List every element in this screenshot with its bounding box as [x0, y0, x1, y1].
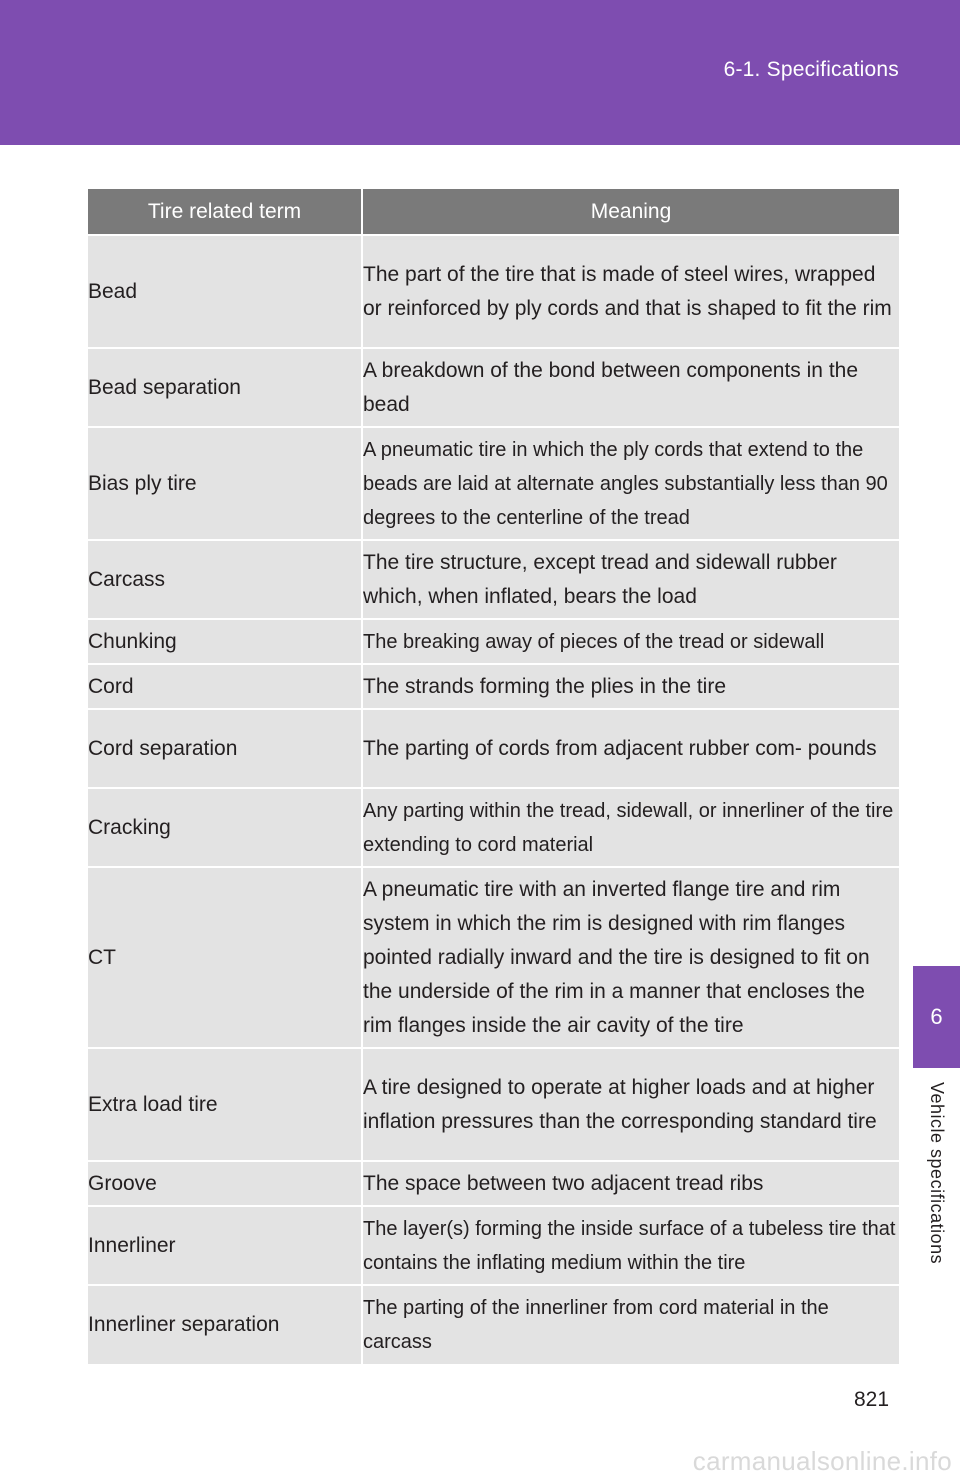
meaning-cell: The parting of cords from adjacent rubber com- pounds [362, 709, 899, 788]
table-row [88, 709, 899, 788]
meaning-cell: The breaking away of pieces of the tread or sidewall [362, 619, 899, 664]
term-cell: Groove [88, 1161, 362, 1206]
term-cell: Bias ply tire [88, 427, 362, 540]
chapter-label: Vehicle specifications [927, 1082, 947, 1265]
term-cell: Bead separation [88, 348, 362, 427]
meaning-cell: The parting of the innerliner from cord material in the carcass [362, 1285, 899, 1364]
term-cell: Innerliner separation [88, 1285, 362, 1364]
term-cell: Extra load tire [88, 1048, 362, 1161]
table-row [88, 427, 899, 540]
meaning-cell: The part of the tire that is made of steel wires, wrapped or reinforced by ply cords and that is shaped to fit the rim [362, 235, 899, 348]
meaning-cell: The strands forming the plies in the tire [362, 664, 899, 709]
watermark[interactable]: carmanualsonline.info [692, 1446, 952, 1476]
term-cell: Chunking [88, 619, 362, 664]
tire-terms-table [88, 189, 899, 1364]
meaning-cell: A breakdown of the bond between components in the bead [362, 348, 899, 427]
term-cell: Bead [88, 235, 362, 348]
table-header-row [88, 189, 899, 235]
term-cell: CT [88, 867, 362, 1048]
term-cell: Carcass [88, 540, 362, 619]
page-number: 821 [854, 1388, 890, 1411]
term-cell: Innerliner [88, 1206, 362, 1285]
meaning-cell: A tire designed to operate at higher loads and at higher inflation pressures than the corresponding standard tire [362, 1048, 899, 1161]
meaning-cell: A pneumatic tire with an inverted flange tire and rim system in which the rim is designed with rim flanges pointed radially inward and the tire is designed to fit on the underside of the rim in a manner that encloses the rim flanges inside the air cavity of the tire [362, 867, 899, 1048]
table-row [88, 867, 899, 1048]
table-row [88, 348, 899, 427]
term-cell: Cord [88, 664, 362, 709]
meaning-cell: The space between two adjacent tread ribs [362, 1161, 899, 1206]
header-banner [0, 0, 960, 145]
chapter-tab[interactable]: 6 [913, 966, 960, 1068]
term-cell: Cracking [88, 788, 362, 867]
table-row [88, 1206, 899, 1285]
term-cell: Cord separation [88, 709, 362, 788]
table-row [88, 540, 899, 619]
meaning-cell: The tire structure, except tread and sidewall rubber which, when inflated, bears the load [362, 540, 899, 619]
column-header-term: Tire related term [88, 189, 362, 235]
meaning-cell: The layer(s) forming the inside surface of a tubeless tire that contains the inflating medium within the tire [362, 1206, 899, 1285]
table-row [88, 664, 899, 709]
column-header-meaning: Meaning [362, 189, 899, 235]
section-title: 6-1. Specifications [723, 58, 899, 81]
table-row [88, 1048, 899, 1161]
meaning-cell: A pneumatic tire in which the ply cords that extend to the beads are laid at alternate angles substantially less than 90 degrees to the centerline of the tread [362, 427, 899, 540]
table-row [88, 619, 899, 664]
table-row [88, 788, 899, 867]
table-row [88, 235, 899, 348]
table-row [88, 1161, 899, 1206]
table-row [88, 1285, 899, 1364]
meaning-cell: Any parting within the tread, sidewall, or innerliner of the tire extending to cord material [362, 788, 899, 867]
